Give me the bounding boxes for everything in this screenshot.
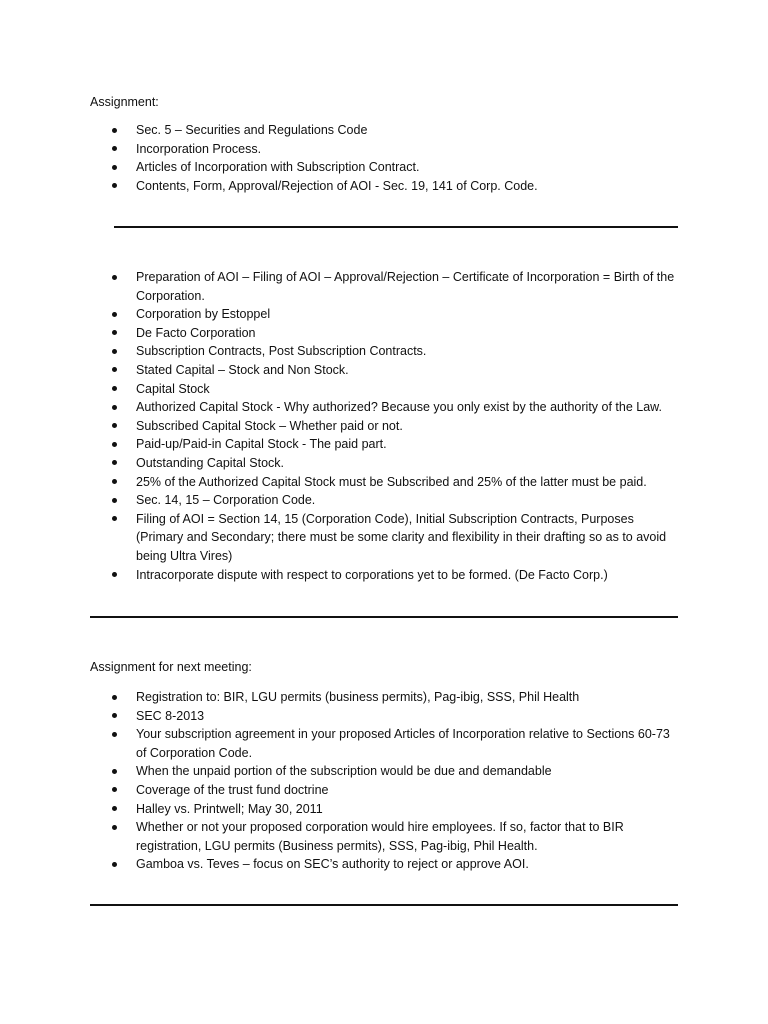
list-item: Registration to: BIR, LGU permits (business permits), Pag-ibig, SSS, Phil Health: [110, 688, 676, 707]
list-item: Coverage of the trust fund doctrine: [110, 781, 676, 800]
list-item: Stated Capital – Stock and Non Stock.: [110, 361, 680, 380]
list-item: Gamboa vs. Teves – focus on SEC’s authority to reject or approve AOI.: [110, 855, 676, 874]
next-meeting-heading: Assignment for next meeting:: [90, 660, 252, 674]
list-item: Halley vs. Printwell; May 30, 2011: [110, 800, 676, 819]
list-item: 25% of the Authorized Capital Stock must be Subscribed and 25% of the latter must be paid.: [110, 473, 680, 492]
list-item: Sec. 5 – Securities and Regulations Code: [110, 121, 670, 140]
list-item: Authorized Capital Stock - Why authorized? Because you only exist by the authority of the Law.: [110, 398, 680, 417]
assignment-heading: Assignment:: [90, 95, 159, 109]
list-item: Outstanding Capital Stock.: [110, 454, 680, 473]
list-item: Corporation by Estoppel: [110, 305, 680, 324]
next-meeting-list: [110, 688, 676, 874]
list-item: Whether or not your proposed corporation would hire employees. If so, factor that to BIR registration, LGU permits (Business permits), SSS, Pag-ibig, Phil Health.: [110, 818, 676, 855]
list-item: Your subscription agreement in your proposed Articles of Incorporation relative to Sections 60-73 of Corporation Code.: [110, 725, 676, 762]
list-item: De Facto Corporation: [110, 324, 680, 343]
list-item: SEC 8-2013: [110, 707, 676, 726]
divider: [90, 904, 678, 906]
lecture-notes-list: [110, 268, 680, 584]
list-item: When the unpaid portion of the subscription would be due and demandable: [110, 762, 676, 781]
list-item: Incorporation Process.: [110, 140, 670, 159]
list-item: Capital Stock: [110, 380, 680, 399]
list-item: Subscribed Capital Stock – Whether paid or not.: [110, 417, 680, 436]
list-item: Preparation of AOI – Filing of AOI – Approval/Rejection – Certificate of Incorporation = Birth of the Corporation.: [110, 268, 680, 305]
list-item: Subscription Contracts, Post Subscription Contracts.: [110, 342, 680, 361]
list-item: Articles of Incorporation with Subscription Contract.: [110, 158, 670, 177]
list-item: Sec. 14, 15 – Corporation Code.: [110, 491, 680, 510]
list-item: Intracorporate dispute with respect to corporations yet to be formed. (De Facto Corp.): [110, 566, 680, 585]
divider: [114, 226, 678, 228]
list-item: Paid-up/Paid-in Capital Stock - The paid part.: [110, 435, 680, 454]
assignment-list: [110, 121, 670, 195]
list-item: Contents, Form, Approval/Rejection of AOI - Sec. 19, 141 of Corp. Code.: [110, 177, 670, 196]
divider: [90, 616, 678, 618]
list-item: Filing of AOI = Section 14, 15 (Corporation Code), Initial Subscription Contracts, Purposes (Primary and Secondary; there must be some clarity and flexibility in their drafting so as to avoid being Ultra Vires): [110, 510, 680, 566]
